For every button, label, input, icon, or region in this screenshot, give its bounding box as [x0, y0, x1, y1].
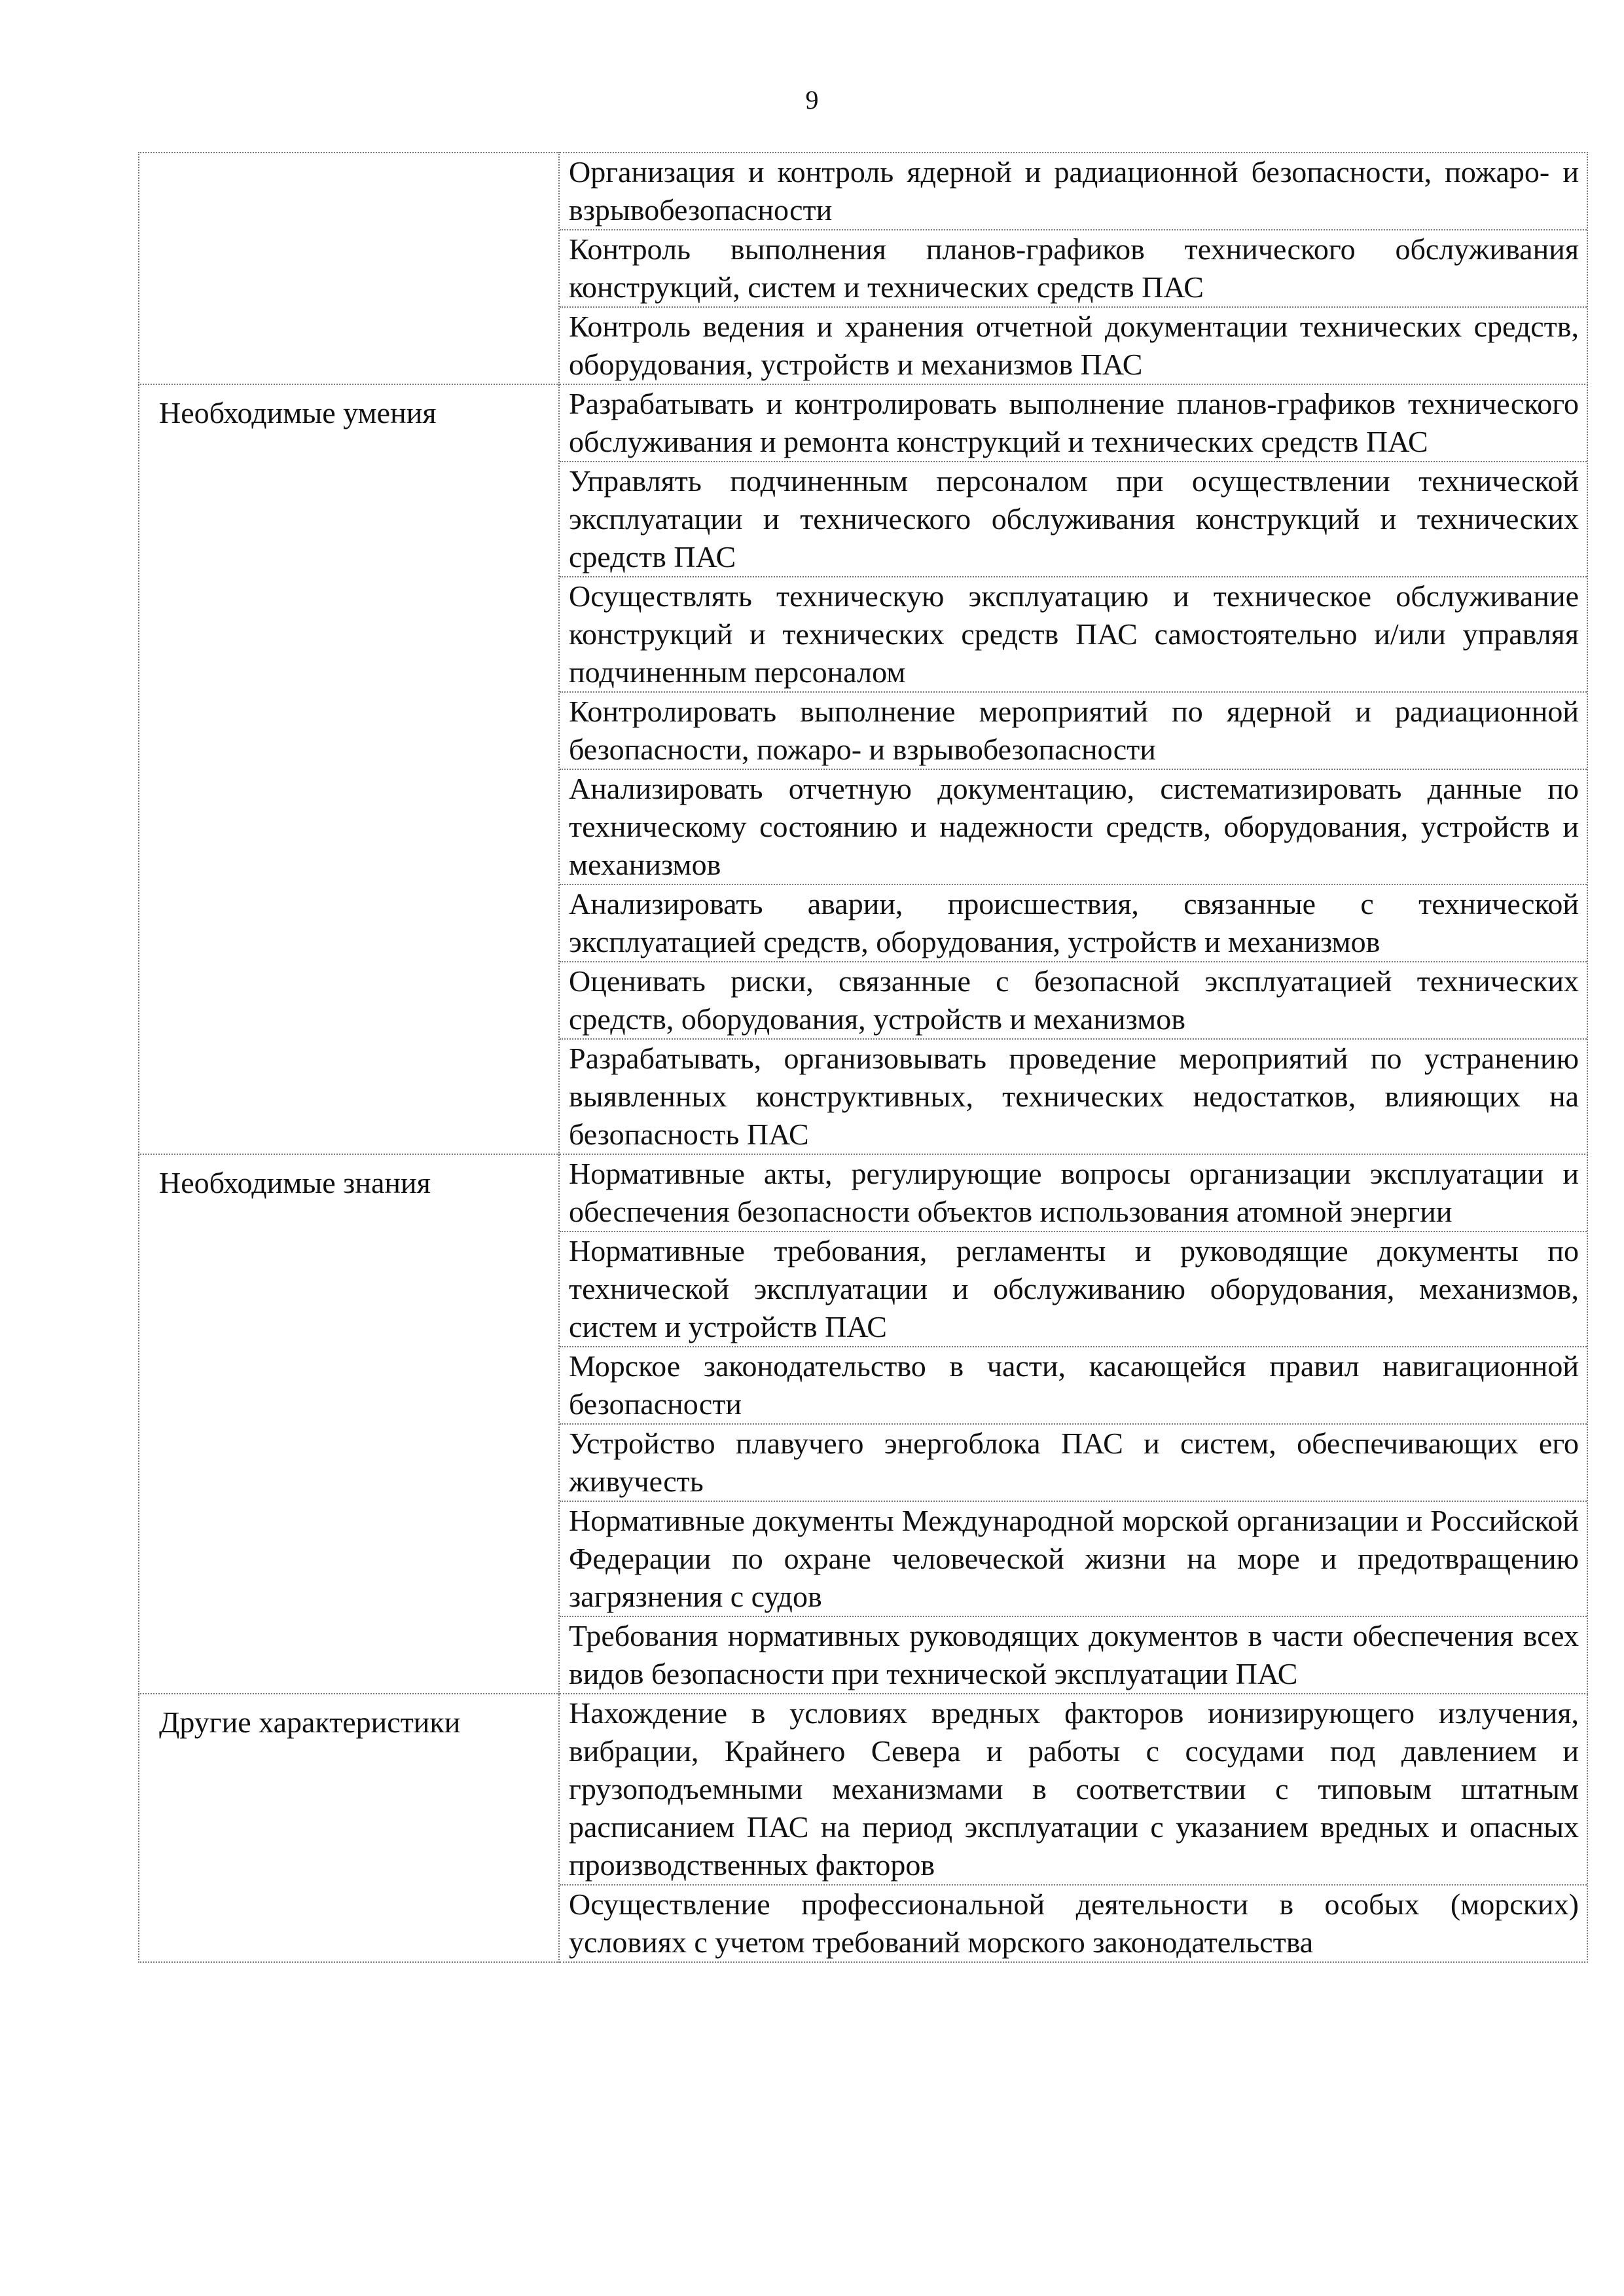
list-item: Разрабатывать, организовывать проведение мероприятий по устранению выявленных конструктивных, технических недостатков, влияющих на безопасность ПАС	[560, 1038, 1587, 1154]
list-item: Нормативные акты, регулирующие вопросы организации эксплуатации и обеспечения безопасности объектов использования атомной энергии	[569, 1157, 1579, 1228]
page-number: 9	[805, 85, 819, 115]
list-item: Анализировать отчетную документацию, систематизировать данные по техническому состоянию и надежности средств, оборудования, устройств и механизмов	[560, 769, 1587, 884]
list-item: Осуществлять техническую эксплуатацию и техническое обслуживание конструкций и технических средств ПАС самостоятельно и/или управляя подчиненным персоналом	[560, 576, 1587, 691]
row-label: Необходимые умения	[139, 384, 559, 1154]
list-item: Устройство плавучего энергоблока ПАС и систем, обеспечивающих его живучесть	[560, 1423, 1587, 1501]
list-item: Нахождение в условиях вредных факторов ионизирующего излучения, вибрации, Крайнего Севера и работы с сосудами под давлением и грузоподъемными механизмами в соответствии с типовым штатным расписанием ПАС на период эксплуатации с указанием вредных и опасных производственных факторов	[569, 1696, 1579, 1882]
items-cell	[559, 153, 1587, 384]
table-row	[139, 1694, 1587, 1962]
table-row	[139, 384, 1587, 1154]
list-item: Оценивать риски, связанные с безопасной эксплуатацией технических средств, оборудования, устройств и механизмов	[560, 961, 1587, 1038]
items-cell	[559, 1694, 1587, 1962]
row-label: Другие характеристики	[139, 1694, 559, 1962]
row-label: Необходимые знания	[139, 1154, 559, 1694]
list-item: Контроль выполнения планов-графиков технического обслуживания конструкций, систем и технических средств ПАС	[560, 229, 1587, 306]
list-item: Управлять подчиненным персоналом при осуществлении технической эксплуатации и технического обслуживания конструкций и технических средств ПАС	[560, 461, 1587, 576]
items-cell	[559, 384, 1587, 1154]
list-item: Морское законодательство в части, касающейся правил навигационной безопасности	[560, 1346, 1587, 1423]
list-item: Нормативные требования, регламенты и руководящие документы по технической эксплуатации и обслуживанию оборудования, механизмов, систем и устройств ПАС	[560, 1231, 1587, 1346]
requirements-table	[138, 152, 1588, 1963]
items-cell	[559, 1154, 1587, 1694]
list-item: Нормативные документы Международной морской организации и Российской Федерации по охране человеческой жизни на море и предотвращению загрязнения с судов	[560, 1501, 1587, 1616]
table-row	[139, 1154, 1587, 1694]
list-item: Контролировать выполнение мероприятий по ядерной и радиационной безопасности, пожаро- и взрывобезопасности	[560, 691, 1587, 769]
list-item: Требования нормативных руководящих документов в части обеспечения всех видов безопасности при технической эксплуатации ПАС	[560, 1616, 1587, 1693]
list-item: Контроль ведения и хранения отчетной документации технических средств, оборудования, устройств и механизмов ПАС	[560, 306, 1587, 384]
row-label	[139, 153, 559, 384]
list-item: Анализировать аварии, происшествия, связанные с технической эксплуатацией средств, оборудования, устройств и механизмов	[560, 884, 1587, 961]
list-item: Разрабатывать и контролировать выполнение планов-графиков технического обслуживания и ремонта конструкций и технических средств ПАС	[569, 387, 1579, 458]
list-item: Организация и контроль ядерной и радиационной безопасности, пожаро- и взрывобезопасности	[569, 155, 1579, 227]
table-row	[139, 153, 1587, 384]
list-item: Осуществление профессиональной деятельности в особых (морских) условиях с учетом требований морского законодательства	[560, 1884, 1587, 1961]
